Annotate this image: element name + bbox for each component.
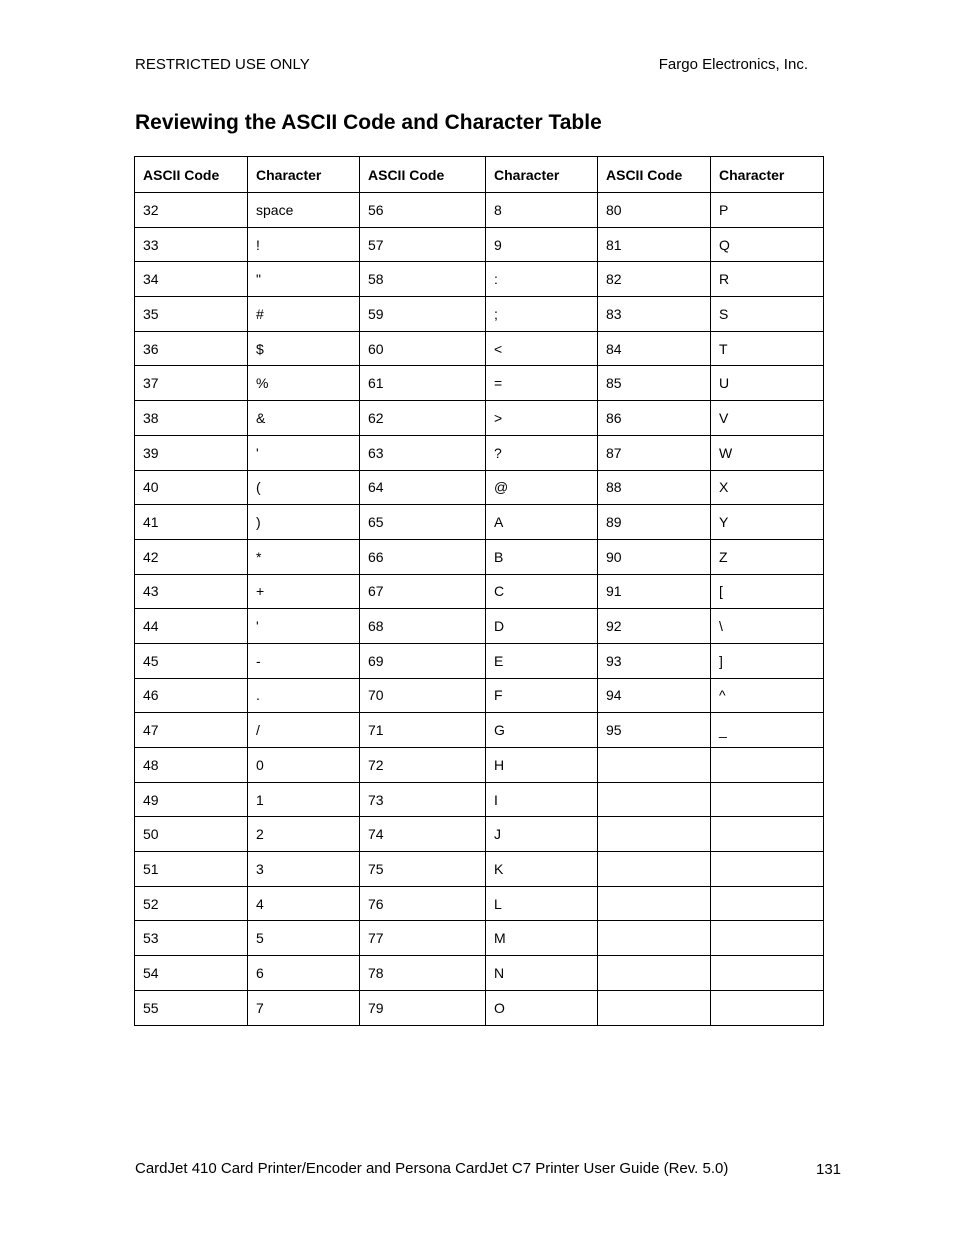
character-cell	[711, 817, 824, 852]
ascii-code-cell: 78	[360, 956, 486, 991]
ascii-code-cell: 56	[360, 193, 486, 228]
ascii-code-cell: 60	[360, 331, 486, 366]
character-cell: S	[711, 297, 824, 332]
table-header-row	[135, 157, 824, 193]
table-row	[135, 366, 824, 401]
character-cell: ^	[711, 678, 824, 713]
table-row	[135, 643, 824, 678]
table-row	[135, 401, 824, 436]
character-cell: Q	[711, 227, 824, 262]
ascii-code-cell	[598, 782, 711, 817]
ascii-code-cell	[598, 921, 711, 956]
ascii-code-cell: 59	[360, 297, 486, 332]
character-cell: -	[248, 643, 360, 678]
character-cell: O	[486, 990, 598, 1025]
character-cell: +	[248, 574, 360, 609]
ascii-code-cell: 69	[360, 643, 486, 678]
ascii-code-cell: 85	[598, 366, 711, 401]
character-cell: 8	[486, 193, 598, 228]
character-cell: /	[248, 713, 360, 748]
character-cell: Z	[711, 539, 824, 574]
table-row	[135, 470, 824, 505]
table-row	[135, 956, 824, 991]
ascii-code-cell: 44	[135, 609, 248, 644]
ascii-code-cell: 34	[135, 262, 248, 297]
character-cell: W	[711, 435, 824, 470]
ascii-code-cell: 87	[598, 435, 711, 470]
table-row	[135, 574, 824, 609]
column-header: ASCII Code	[360, 157, 486, 193]
character-cell: G	[486, 713, 598, 748]
ascii-code-cell: 61	[360, 366, 486, 401]
ascii-code-cell: 64	[360, 470, 486, 505]
table-row	[135, 748, 824, 783]
character-cell: M	[486, 921, 598, 956]
ascii-code-cell: 46	[135, 678, 248, 713]
character-cell: 6	[248, 956, 360, 991]
character-cell: (	[248, 470, 360, 505]
ascii-code-cell: 72	[360, 748, 486, 783]
character-cell: "	[248, 262, 360, 297]
page-title: Reviewing the ASCII Code and Character Table	[135, 111, 602, 134]
character-cell: ]	[711, 643, 824, 678]
ascii-code-cell: 42	[135, 539, 248, 574]
column-header: ASCII Code	[135, 157, 248, 193]
character-cell: 5	[248, 921, 360, 956]
character-cell: A	[486, 505, 598, 540]
ascii-code-cell: 53	[135, 921, 248, 956]
ascii-code-cell: 40	[135, 470, 248, 505]
character-cell: 4	[248, 886, 360, 921]
character-cell: ;	[486, 297, 598, 332]
character-cell: K	[486, 852, 598, 887]
ascii-code-cell: 37	[135, 366, 248, 401]
character-cell: =	[486, 366, 598, 401]
character-cell: Y	[711, 505, 824, 540]
character-cell: P	[711, 193, 824, 228]
character-cell: J	[486, 817, 598, 852]
character-cell	[711, 782, 824, 817]
character-cell: :	[486, 262, 598, 297]
ascii-code-cell: 80	[598, 193, 711, 228]
character-cell: V	[711, 401, 824, 436]
ascii-code-cell: 79	[360, 990, 486, 1025]
character-cell: $	[248, 331, 360, 366]
table-row	[135, 886, 824, 921]
table-body	[135, 193, 824, 1026]
ascii-code-cell: 91	[598, 574, 711, 609]
table-row	[135, 817, 824, 852]
page-number: 131	[816, 1161, 842, 1178]
table-row	[135, 227, 824, 262]
character-cell: <	[486, 331, 598, 366]
character-cell: 9	[486, 227, 598, 262]
character-cell: N	[486, 956, 598, 991]
character-cell: %	[248, 366, 360, 401]
character-cell: !	[248, 227, 360, 262]
table-row	[135, 852, 824, 887]
character-cell	[711, 886, 824, 921]
ascii-code-cell: 43	[135, 574, 248, 609]
character-cell: '	[248, 435, 360, 470]
ascii-table	[134, 156, 824, 1026]
ascii-code-cell: 55	[135, 990, 248, 1025]
ascii-code-cell: 71	[360, 713, 486, 748]
ascii-code-cell: 66	[360, 539, 486, 574]
ascii-code-cell: 45	[135, 643, 248, 678]
table-row	[135, 990, 824, 1025]
ascii-code-cell: 39	[135, 435, 248, 470]
table-row	[135, 193, 824, 228]
ascii-code-cell: 52	[135, 886, 248, 921]
header-restricted-label: RESTRICTED USE ONLY	[135, 56, 310, 73]
column-header: Character	[711, 157, 824, 193]
ascii-code-cell	[598, 886, 711, 921]
table-row	[135, 435, 824, 470]
character-cell: 3	[248, 852, 360, 887]
ascii-code-cell: 54	[135, 956, 248, 991]
ascii-code-cell: 75	[360, 852, 486, 887]
character-cell: I	[486, 782, 598, 817]
ascii-code-cell: 58	[360, 262, 486, 297]
character-cell: D	[486, 609, 598, 644]
ascii-code-cell: 83	[598, 297, 711, 332]
character-cell: L	[486, 886, 598, 921]
ascii-code-cell: 68	[360, 609, 486, 644]
ascii-code-cell: 73	[360, 782, 486, 817]
character-cell: )	[248, 505, 360, 540]
character-cell: _	[711, 713, 824, 748]
character-cell	[711, 852, 824, 887]
ascii-code-cell	[598, 990, 711, 1025]
column-header: Character	[248, 157, 360, 193]
character-cell	[711, 990, 824, 1025]
ascii-code-cell: 93	[598, 643, 711, 678]
ascii-code-cell: 94	[598, 678, 711, 713]
ascii-code-cell: 57	[360, 227, 486, 262]
ascii-code-cell: 32	[135, 193, 248, 228]
ascii-code-cell: 86	[598, 401, 711, 436]
table-row	[135, 331, 824, 366]
ascii-code-cell	[598, 748, 711, 783]
ascii-code-cell: 51	[135, 852, 248, 887]
ascii-code-cell: 90	[598, 539, 711, 574]
ascii-code-cell: 70	[360, 678, 486, 713]
character-cell: E	[486, 643, 598, 678]
character-cell: space	[248, 193, 360, 228]
character-cell: ?	[486, 435, 598, 470]
ascii-code-cell: 67	[360, 574, 486, 609]
table-row	[135, 505, 824, 540]
character-cell: #	[248, 297, 360, 332]
ascii-code-cell: 47	[135, 713, 248, 748]
header-company-name: Fargo Electronics, Inc.	[658, 56, 808, 73]
character-cell	[711, 748, 824, 783]
ascii-code-cell: 77	[360, 921, 486, 956]
character-cell: C	[486, 574, 598, 609]
character-cell: *	[248, 539, 360, 574]
ascii-code-cell: 50	[135, 817, 248, 852]
column-header: ASCII Code	[598, 157, 711, 193]
character-cell: 2	[248, 817, 360, 852]
ascii-code-cell: 89	[598, 505, 711, 540]
character-cell: [	[711, 574, 824, 609]
ascii-code-cell: 88	[598, 470, 711, 505]
ascii-code-cell: 41	[135, 505, 248, 540]
ascii-code-cell: 49	[135, 782, 248, 817]
table-row	[135, 678, 824, 713]
character-cell: F	[486, 678, 598, 713]
ascii-code-cell: 82	[598, 262, 711, 297]
ascii-code-cell	[598, 956, 711, 991]
table-row	[135, 921, 824, 956]
character-cell: '	[248, 609, 360, 644]
table-row	[135, 539, 824, 574]
character-cell: .	[248, 678, 360, 713]
ascii-code-cell: 38	[135, 401, 248, 436]
ascii-code-cell	[598, 852, 711, 887]
table-row	[135, 609, 824, 644]
ascii-code-cell: 48	[135, 748, 248, 783]
character-cell: @	[486, 470, 598, 505]
character-cell: 1	[248, 782, 360, 817]
ascii-code-cell: 81	[598, 227, 711, 262]
character-cell: 7	[248, 990, 360, 1025]
ascii-code-cell: 36	[135, 331, 248, 366]
column-header: Character	[486, 157, 598, 193]
ascii-code-cell: 33	[135, 227, 248, 262]
character-cell	[711, 921, 824, 956]
character-cell: &	[248, 401, 360, 436]
character-cell: T	[711, 331, 824, 366]
character-cell: U	[711, 366, 824, 401]
ascii-code-cell: 76	[360, 886, 486, 921]
character-cell: \	[711, 609, 824, 644]
table-row	[135, 297, 824, 332]
ascii-code-cell: 35	[135, 297, 248, 332]
ascii-code-cell: 65	[360, 505, 486, 540]
character-cell: X	[711, 470, 824, 505]
ascii-code-cell: 84	[598, 331, 711, 366]
ascii-code-cell: 74	[360, 817, 486, 852]
ascii-code-cell: 92	[598, 609, 711, 644]
ascii-code-cell	[598, 817, 711, 852]
ascii-code-cell: 63	[360, 435, 486, 470]
table-row	[135, 782, 824, 817]
character-cell: >	[486, 401, 598, 436]
ascii-code-cell: 95	[598, 713, 711, 748]
character-cell: B	[486, 539, 598, 574]
footer-guide-title: CardJet 410 Card Printer/Encoder and Persona CardJet C7 Printer User Guide (Rev. 5.0)	[135, 1160, 729, 1177]
character-cell: 0	[248, 748, 360, 783]
character-cell	[711, 956, 824, 991]
table-row	[135, 713, 824, 748]
ascii-code-cell: 62	[360, 401, 486, 436]
character-cell: R	[711, 262, 824, 297]
character-cell: H	[486, 748, 598, 783]
table-row	[135, 262, 824, 297]
